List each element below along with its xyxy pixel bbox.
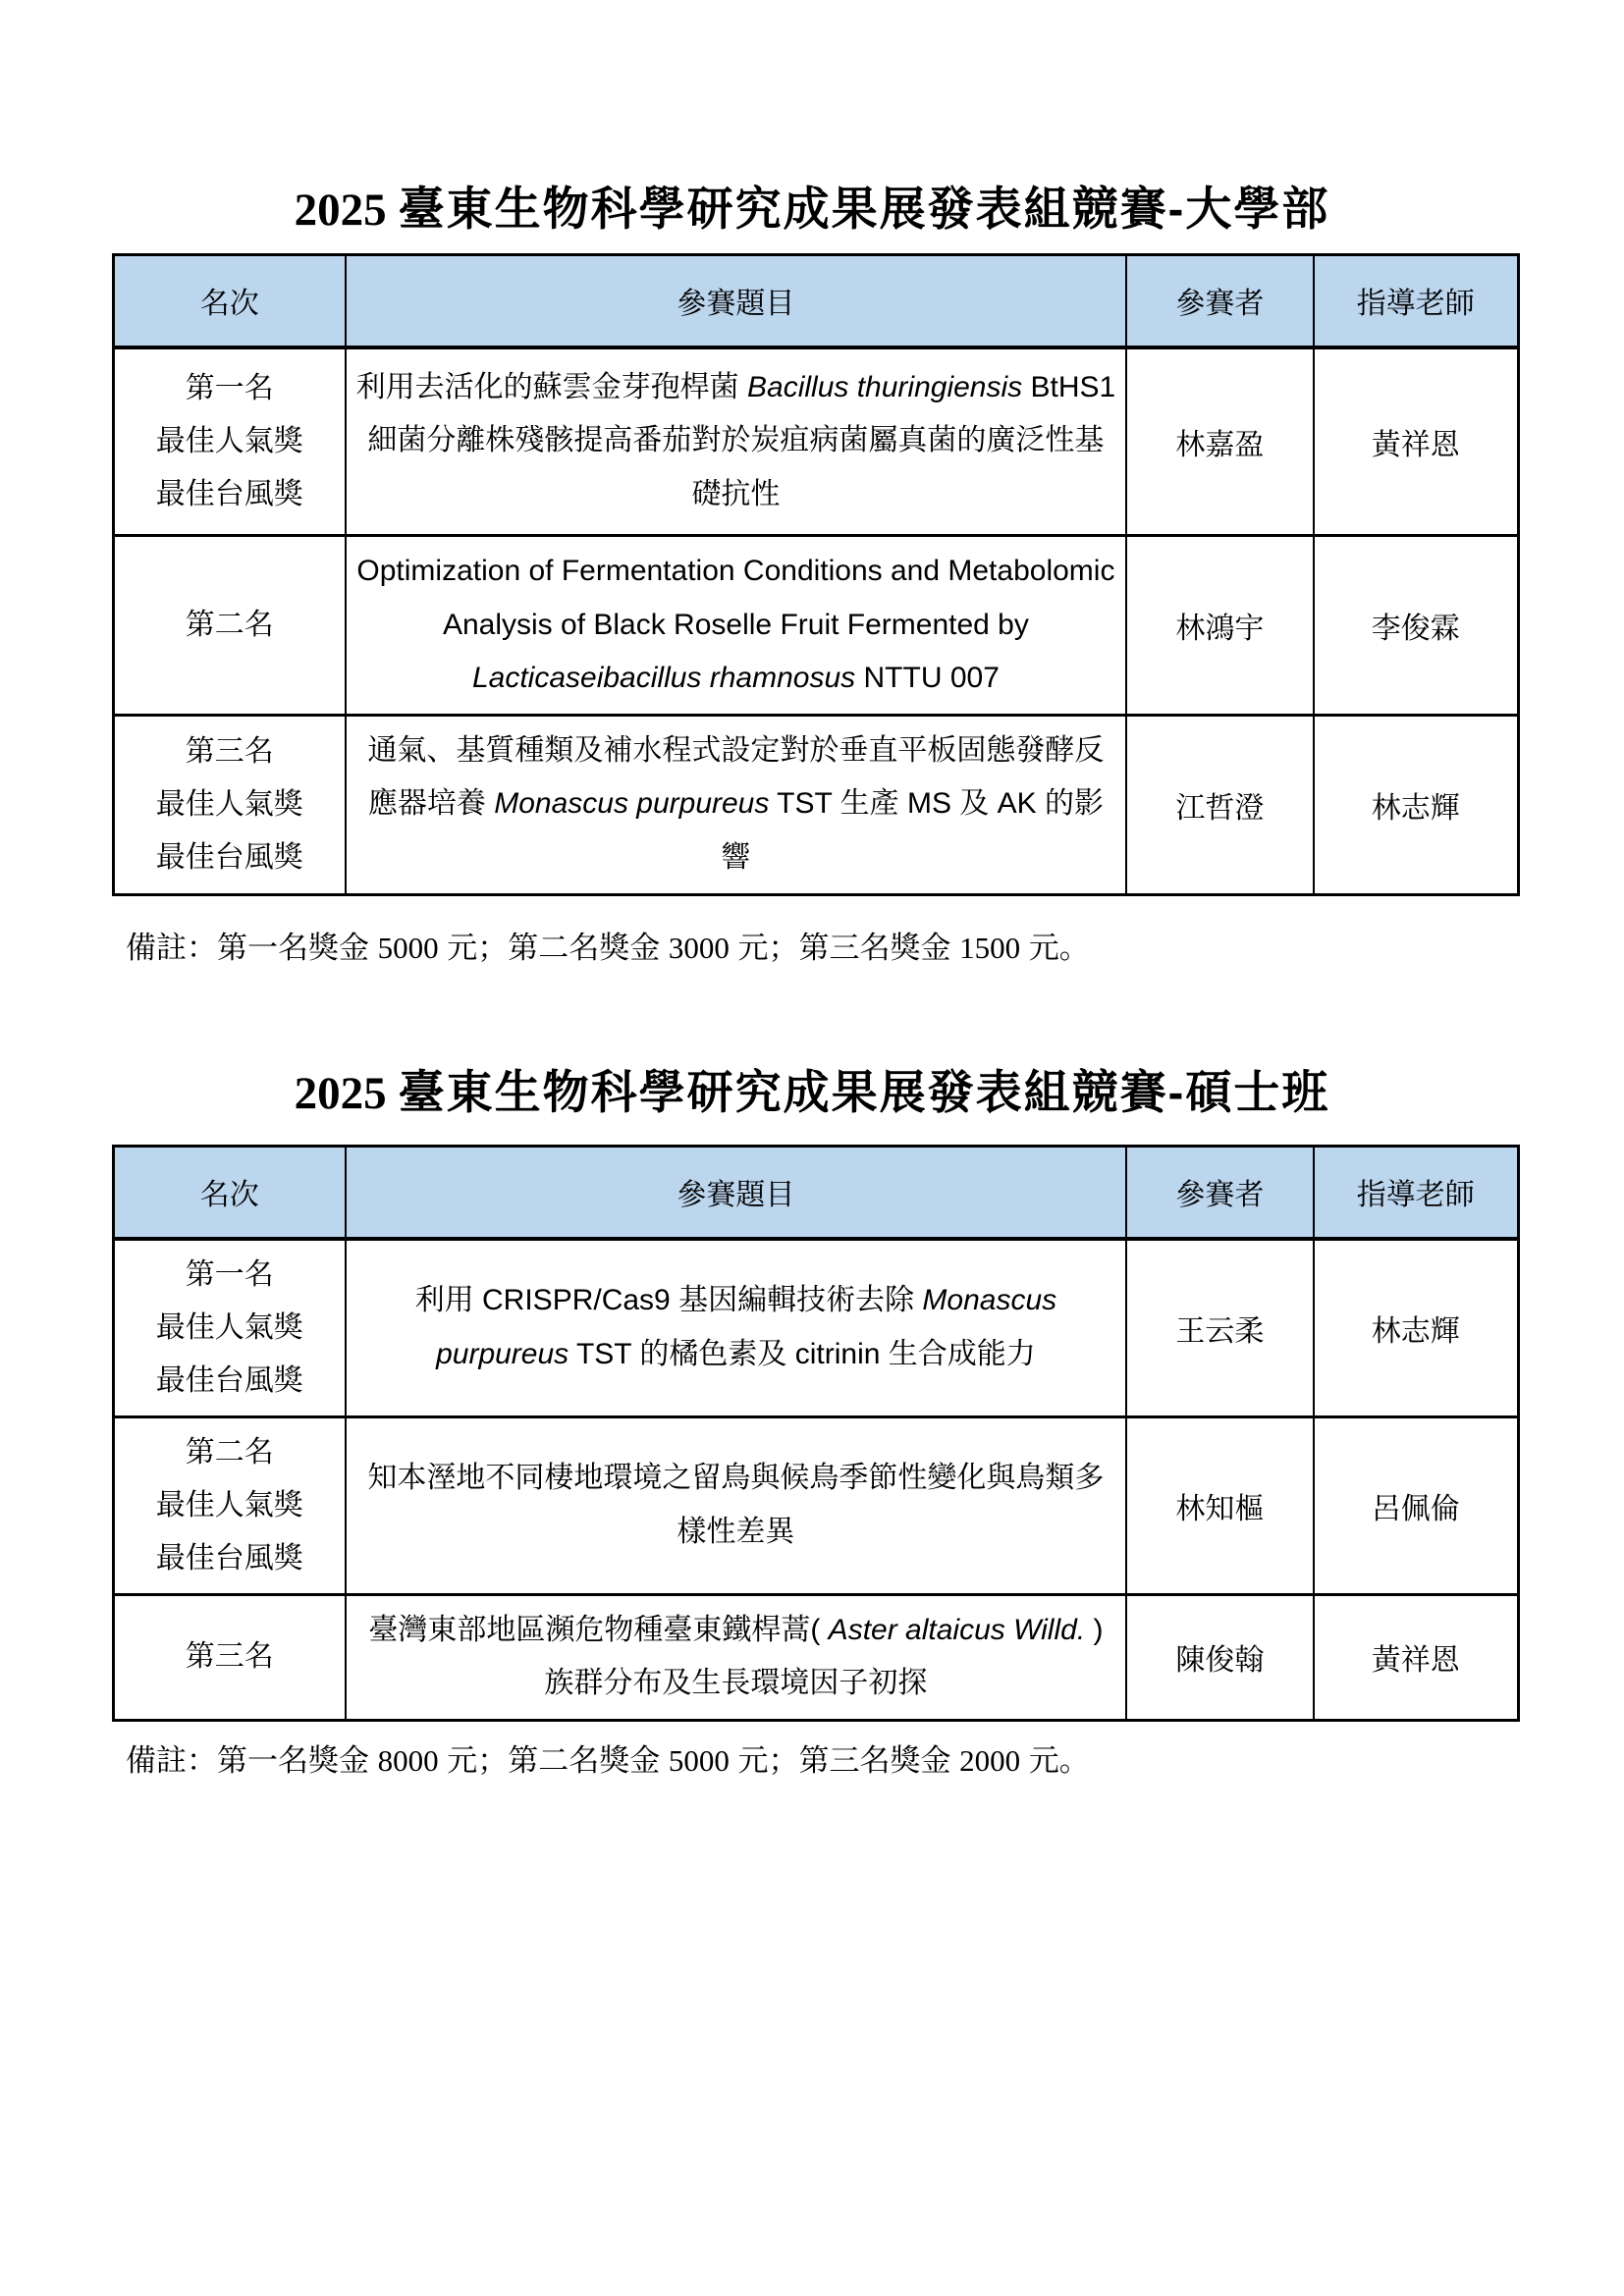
column-header-rank: 名次 <box>114 1147 346 1239</box>
rank-line: 第二名 <box>185 1435 274 1468</box>
award-line: 最佳人氣獎 <box>155 1488 303 1522</box>
participant-cell: 林知樞 <box>1126 1416 1313 1594</box>
participant-cell: 江哲澄 <box>1126 715 1313 894</box>
results-table-undergraduate <box>112 253 1520 896</box>
advisor-cell: 林志輝 <box>1314 715 1519 894</box>
rank-cell <box>114 1416 346 1594</box>
topic-cell: 通氣、基質種類及補水程式設定對於垂直平板固態發酵反應器培養 Monascus purpureus TST 生產 MS 及 AK 的影響 <box>346 715 1127 894</box>
rank-line: 第一名 <box>185 1257 274 1291</box>
award-line: 最佳台風獎 <box>155 840 303 874</box>
award-line: 最佳台風獎 <box>155 1363 303 1397</box>
table-row <box>114 536 1519 716</box>
title-text: 臺東生物科學研究成果展發表組競賽-大學部 <box>398 183 1330 235</box>
title-year: 2025 <box>294 1068 387 1119</box>
rank-cell <box>114 1239 346 1417</box>
rank-cell <box>114 715 346 894</box>
topic-cell: 利用 CRISPR/Cas9 基因編輯技術去除 Monascus purpureus TST 的橘色素及 citrinin 生合成能力 <box>346 1239 1127 1417</box>
table-row <box>114 1416 1519 1594</box>
prize-note-undergraduate: 備註：第一名獎金 5000 元；第二名獎金 3000 元；第三名獎金 1500 元。 <box>126 931 1090 965</box>
column-header-participant: 參賽者 <box>1126 255 1313 347</box>
award-line: 最佳台風獎 <box>155 477 303 510</box>
section-title-undergraduate <box>0 173 1624 239</box>
column-header-participant: 參賽者 <box>1126 1147 1313 1239</box>
participant-cell: 陳俊翰 <box>1126 1594 1313 1720</box>
participant-cell: 林鴻宇 <box>1126 536 1313 716</box>
award-line: 最佳人氣獎 <box>155 424 303 457</box>
title-year: 2025 <box>294 185 387 236</box>
column-header-advisor: 指導老師 <box>1314 1147 1519 1239</box>
topic-cell: 利用去活化的蘇雲金芽孢桿菌 Bacillus thuringiensis BtHS1 細菌分離株殘骸提高番茄對於炭疽病菌屬真菌的廣泛性基礎抗性 <box>346 347 1127 536</box>
advisor-cell: 林志輝 <box>1314 1239 1519 1417</box>
topic-cell: 臺灣東部地區瀕危物種臺東鐵桿蒿( Aster altaicus Willd. )族群分布及生長環境因子初探 <box>346 1594 1127 1720</box>
advisor-cell: 黃祥恩 <box>1314 347 1519 536</box>
column-header-advisor: 指導老師 <box>1314 255 1519 347</box>
rank-line: 第一名 <box>185 371 274 404</box>
participant-cell: 王云柔 <box>1126 1239 1313 1417</box>
section-title-master <box>0 1056 1624 1122</box>
advisor-cell: 呂佩倫 <box>1314 1416 1519 1594</box>
table-row <box>114 1239 1519 1417</box>
rank-line: 第三名 <box>185 1640 274 1674</box>
column-header-topic: 參賽題目 <box>346 1147 1127 1239</box>
topic-cell: 知本溼地不同棲地環境之留鳥與候鳥季節性變化與鳥類多樣性差異 <box>346 1416 1127 1594</box>
prize-note-master: 備註：第一名獎金 8000 元；第二名獎金 5000 元；第三名獎金 2000 元。 <box>126 1743 1090 1778</box>
participant-cell: 林嘉盈 <box>1126 347 1313 536</box>
header-row <box>114 255 1519 347</box>
rank-cell <box>114 536 346 716</box>
results-table-master <box>112 1145 1520 1722</box>
column-header-topic: 參賽題目 <box>346 255 1127 347</box>
award-line: 最佳台風獎 <box>155 1541 303 1575</box>
table-row <box>114 1594 1519 1720</box>
award-line: 最佳人氣獎 <box>155 1310 303 1344</box>
topic-cell: Optimization of Fermentation Conditions and Metabolomic Analysis of Black Roselle Fruit Fermented by Lacticaseibacillus rhamnosus NTTU 007 <box>346 536 1127 716</box>
rank-cell <box>114 347 346 536</box>
advisor-cell: 黃祥恩 <box>1314 1594 1519 1720</box>
title-text: 臺東生物科學研究成果展發表組競賽-碩士班 <box>398 1066 1330 1118</box>
table-row <box>114 347 1519 536</box>
column-header-rank: 名次 <box>114 255 346 347</box>
rank-cell <box>114 1594 346 1720</box>
award-line: 最佳人氣獎 <box>155 787 303 821</box>
advisor-cell: 李俊霖 <box>1314 536 1519 716</box>
rank-line: 第二名 <box>185 608 274 641</box>
header-row <box>114 1147 1519 1239</box>
rank-line: 第三名 <box>185 734 274 768</box>
table-row <box>114 715 1519 894</box>
